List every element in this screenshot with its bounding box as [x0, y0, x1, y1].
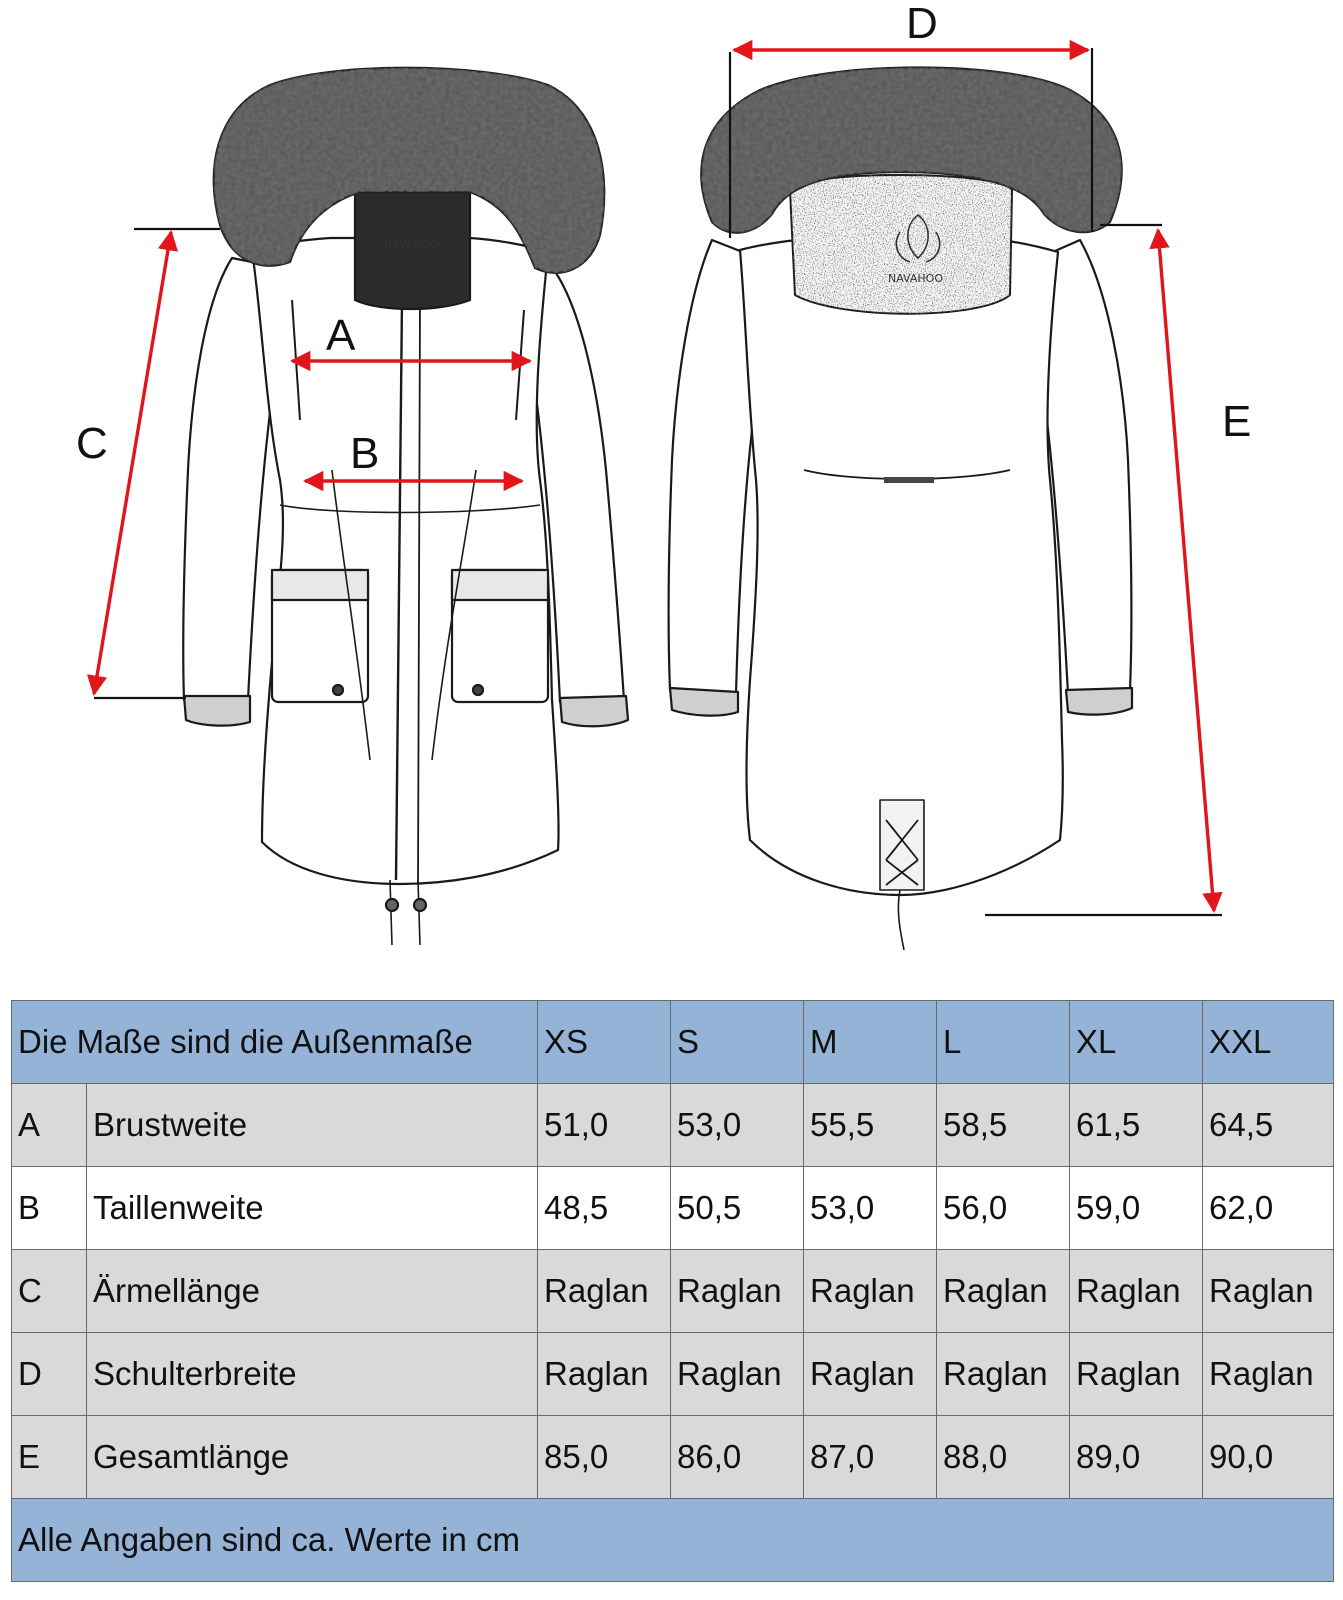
arrow-e [1158, 230, 1214, 911]
row-value: 55,5 [804, 1084, 937, 1167]
back-body [740, 236, 1063, 895]
front-left-pocket-button [333, 685, 343, 695]
row-value: Raglan [671, 1250, 804, 1333]
front-right-cuff [560, 696, 628, 726]
row-value: 85,0 [538, 1416, 671, 1499]
row-name: Gesamtlänge [87, 1416, 538, 1499]
back-left-cuff [670, 688, 738, 716]
row-name: Taillenweite [87, 1167, 538, 1250]
row-value: 64,5 [1203, 1084, 1334, 1167]
row-value: 56,0 [937, 1167, 1070, 1250]
row-value: Raglan [1070, 1250, 1203, 1333]
header-size-xl: XL [1070, 1001, 1203, 1084]
table-row [12, 1084, 1334, 1167]
front-hem-toggle-left [386, 899, 398, 911]
front-left-cuff [184, 696, 250, 726]
row-code: E [12, 1416, 87, 1499]
row-value: Raglan [538, 1250, 671, 1333]
row-value: 50,5 [671, 1167, 804, 1250]
row-name: Ärmellänge [87, 1250, 538, 1333]
size-table-header [12, 1001, 1334, 1084]
row-name: Brustweite [87, 1084, 538, 1167]
back-hem-cord [898, 890, 904, 950]
row-code: D [12, 1333, 87, 1416]
front-view [183, 68, 628, 945]
header-size-xs: XS [538, 1001, 671, 1084]
header-size-l: L [937, 1001, 1070, 1084]
front-hem-toggle-right [414, 899, 426, 911]
back-hood-inner-speckle [790, 175, 1012, 314]
size-table [11, 1000, 1334, 1582]
row-value: Raglan [538, 1333, 671, 1416]
label-d: D [906, 0, 938, 48]
row-value: 86,0 [671, 1416, 804, 1499]
front-body [252, 238, 559, 884]
row-value: 87,0 [804, 1416, 937, 1499]
back-view [669, 68, 1132, 951]
header-size-m: M [804, 1001, 937, 1084]
label-b: B [350, 429, 380, 478]
header-caption: Die Maße sind die Außenmaße [12, 1001, 538, 1084]
table-row [12, 1416, 1334, 1499]
front-hem-cord-right [418, 880, 420, 945]
front-right-pocket-button [473, 685, 483, 695]
row-value: Raglan [1203, 1333, 1334, 1416]
size-table-footer [12, 1499, 1334, 1582]
header-size-xxl: XXL [1203, 1001, 1334, 1084]
row-code: A [12, 1084, 87, 1167]
label-a: A [326, 311, 356, 360]
row-value: 89,0 [1070, 1416, 1203, 1499]
row-value: Raglan [804, 1333, 937, 1416]
row-value: 88,0 [937, 1416, 1070, 1499]
back-vent [880, 800, 924, 890]
row-value: Raglan [1070, 1333, 1203, 1416]
table-row [12, 1333, 1334, 1416]
row-name: Schulterbreite [87, 1333, 538, 1416]
row-value: 51,0 [538, 1084, 671, 1167]
front-left-pocket-flap [272, 570, 368, 600]
table-row [12, 1167, 1334, 1250]
row-value: 59,0 [1070, 1167, 1203, 1250]
row-value: Raglan [804, 1250, 937, 1333]
row-value: 62,0 [1203, 1167, 1334, 1250]
row-code: B [12, 1167, 87, 1250]
row-value: 90,0 [1203, 1416, 1334, 1499]
back-right-cuff [1066, 688, 1132, 715]
row-value: Raglan [1203, 1250, 1334, 1333]
row-value: Raglan [937, 1333, 1070, 1416]
row-value: 58,5 [937, 1084, 1070, 1167]
header-size-s: S [671, 1001, 804, 1084]
front-hem-cord-left [390, 880, 392, 945]
footer-note: Alle Angaben sind ca. Werte in cm [12, 1499, 1334, 1582]
row-value: Raglan [937, 1250, 1070, 1333]
row-value: 61,5 [1070, 1084, 1203, 1167]
row-value: 53,0 [671, 1084, 804, 1167]
front-right-pocket-flap [452, 570, 548, 600]
table-row [12, 1250, 1334, 1333]
front-brand-label: NAVAHOO [384, 238, 439, 251]
label-c: C [76, 419, 108, 468]
row-code: C [12, 1250, 87, 1333]
row-value: 48,5 [538, 1167, 671, 1250]
label-e: E [1222, 397, 1252, 446]
back-brand-label: NAVAHOO [888, 272, 943, 285]
row-value: 53,0 [804, 1167, 937, 1250]
row-value: Raglan [671, 1333, 804, 1416]
